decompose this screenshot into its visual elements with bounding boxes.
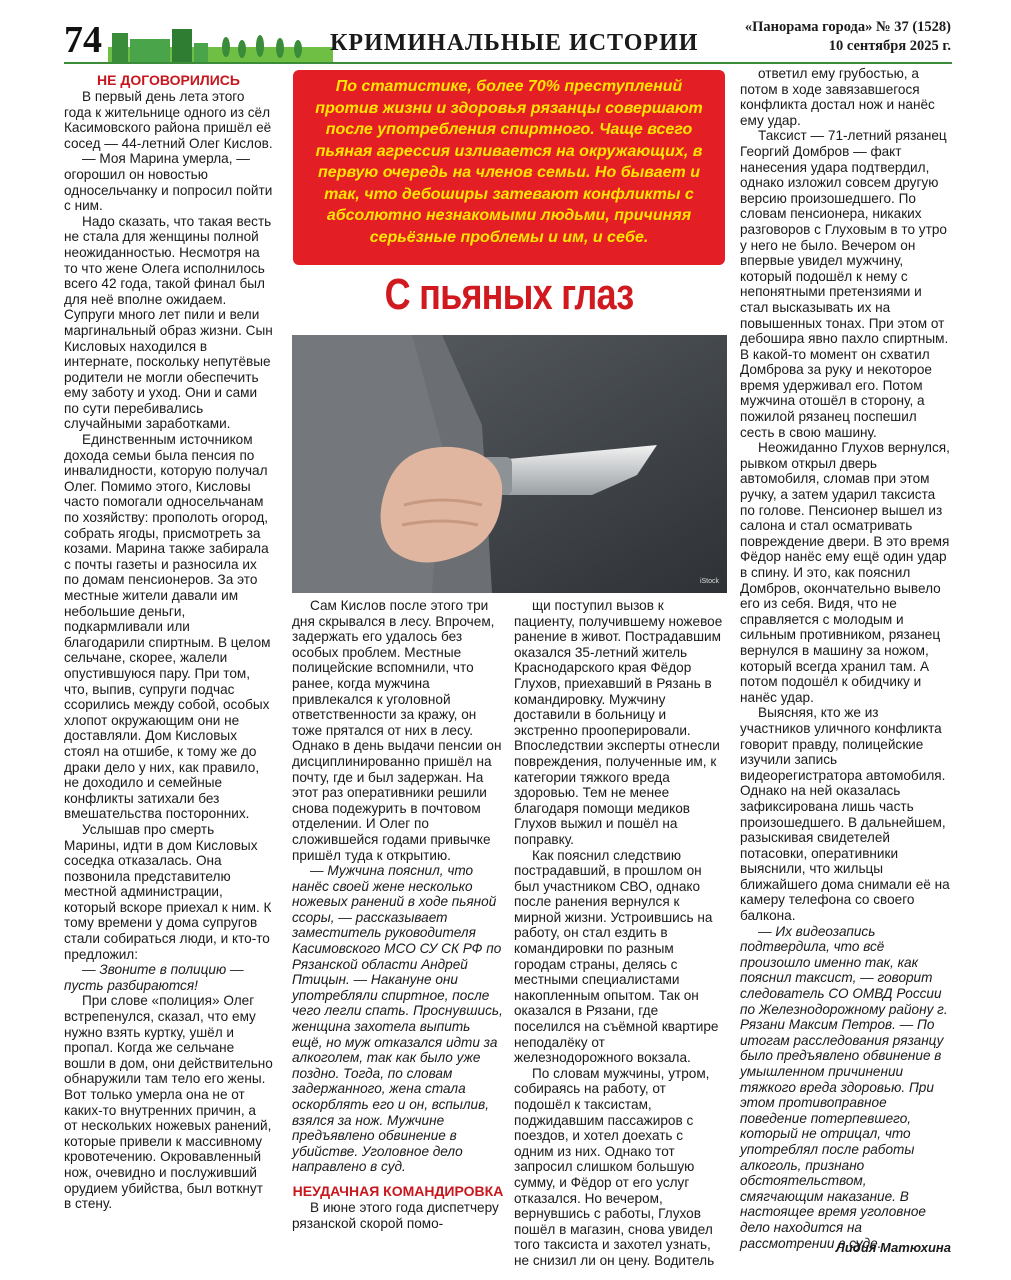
photo-credit: iStock (699, 578, 719, 585)
paragraph: Неожиданно Глухов вернулся, рывком открыл дверь автомобиля, сломав при этом ручку, а затем ударил таксиста по голове. Пенсионер вышел из салона и стал осматривать повреждение двери. В это время Фёдор нанёс ему ещё один удар в спину. И это, как пояснил Домбров, окончательно вывело его из себя. Видя, что не справляется с молодым и сильным противником, рязанец вернулся в машину за ножом, который всегда хранил там. А потом подошёл к обидчику и нанёс удар. (740, 440, 950, 705)
paragraph: — Моя Марина умерла, — огорошил он новостью односельчанку и попросил пойти с ним. (64, 151, 273, 214)
paragraph: Надо сказать, что такая весть не стала для женщины полной неожиданностью. Несмотря на то что жене Олега исполнилось всего 42 года, такой финал был для неё вполне ожидаем. Супруги много лет пили и вели маргинальный образ жизни. Сын Кисловых находился в интернате, поскольку непутёвые родители не могли обеспечить ему заботу и уход. Они и сами по сути перебивались случайными заработками. (64, 213, 273, 432)
article-column-4 (740, 66, 952, 1251)
column-1-text (64, 89, 273, 1212)
column-2-tail-text (292, 1200, 504, 1231)
issue-info (745, 18, 951, 56)
header-divider (64, 62, 952, 64)
section-title-1: НЕ ДОГОВОРИЛИСЬ (97, 72, 240, 88)
paragraph: Услышав про смерть Марины, идти в дом Кисловых соседка отказалась. Она позвонила представителю местной администрации, который вскоре приехал к ним. К тому времени у дома супругов стали собираться люди, и кто-то предложил: (64, 821, 272, 962)
paragraph: — Мужчина пояснил, что нанёс своей жене несколько ножевых ранений в ходе пьяной ссоры, — рассказывает заместитель руководителя Касимовского МСО СУ СК РФ по Рязанской области Андрей Птицын. — Накануне они употребляли спиртное, после чего легли спать. Проснувшись, женщина захотела выпить ещё, но муж отказался идти за алкоголем, так как было уже поздно. Тогда, по словам задержанного, жена стала оскорблять его и он, вспылив, взялся за нож. Мужчине предъявлено обвинение в убийстве. Уголовное дело направлено в суд. (292, 863, 503, 1175)
article-column-3 (514, 598, 724, 1269)
article-headline: С пьяных глаз (384, 270, 634, 319)
paragraph: По словам мужчины, утром, собираясь на работу, от подошёл к таксистам, поджидавшим пассажиров с поездов, и хотел доехать с одним из них. Однако тот запросил слишком большую сумму, и Фёдор от его услуг отказался. Но вечером, вернувшись с работы, Глухов пошёл в магазин, снова увидел того таксиста и захотел узнать, не снизил ли он цену. Водитель (514, 1065, 715, 1268)
paragraph: — Звоните в полицию — пусть разбираются! (64, 962, 244, 993)
section-title-2: НЕУДАЧНАЯ КОМАНДИРОВКА (292, 1182, 504, 1199)
column-2-text (292, 598, 504, 1175)
rubric-title: КРИМИНАЛЬНЫЕ ИСТОРИИ (330, 30, 699, 56)
paragraph: Сам Кислов после этого три дня скрывался в лесу. Впрочем, задержать его удалось без особых проблем. Местные полицейские вспомнили, что ранее, когда мужчина привлекался к уголовной ответственности за кражу, он тоже прятался от них в лесу. Однако в день выдачи пенсии он дисциплинированно пришёл на почту, где и был задержан. На этот раз оперативники решили снова подежурить в почтовом отделении. И Олег по сложившейся годами привычке пришёл туда к открытию. (292, 598, 502, 863)
paragraph: — Их видеозапись подтвердила, что всё произошло именно так, как пояснил таксист, — говорит следователь СО ОМВД России по Железнодорожному району г. Рязани Максим Петров. — По итогам расследования рязанцу было предъявлено обвинение в умышленном причинении тяжкого вреда здоровью. При этом противоправное поведение потерпевшего, который не отрицал, что употреблял после работы алкоголь, признано обстоятельством, смягчающим наказание. В настоящее время уголовное дело находится на рассмотрении в суде. (740, 923, 948, 1251)
article-column-2 (292, 598, 504, 1231)
author-signature: Лидия Матюхина (835, 1240, 951, 1255)
page-number: 74 (64, 19, 102, 61)
paragraph: При слове «полиция» Олег встрепенулся, сказал, что ему нужно взять куртку, ушёл и пропал. Когда же сельчане вошли в дом, они действительно обнаружили там тело его жены. Вот только умерла она не от каких-то внутренних причин, а от нескольких ножевых ранений, которые привели к массивному кровотечению. Окровавленный нож, очевидно и послуживший орудием убийства, был воткнут в стену. (64, 993, 273, 1212)
city-skyline-logo (108, 27, 333, 63)
issue-number: «Панорама города» № 37 (1528) (744, 19, 951, 35)
paragraph: ответил ему грубостью, а потом в ходе завязавшегося конфликта достал нож и нанёс ему удар. (740, 66, 935, 128)
paragraph: Таксист — 71-летний рязанец Георгий Домбров — факт нанесения удара подтвердил, однако изложил совсем другую версию произошедшего. По словам пенсионера, никаких разговоров с Глуховым в то утро у него не было. Вечером он впервые увидел мужчину, который подошёл к нему с непонятными претензиями и стал высказывать их на повышенных тонах. При этом от дебошира явно пахло спиртным. В какой-то момент он схватил Домброва за руку и некоторое время удерживал его. Потом мужчина отошёл в сторону, а пожилой рязанец поспешил сесть в свою машину. (740, 128, 949, 440)
issue-date: 10 сентября 2025 г. (828, 38, 951, 54)
paragraph: щи поступил вызов к пациенту, получившему ножевое ранение в живот. Пострадавшим оказался 35-летний житель Краснодарского края Фёдор Глухов, приехавший в Рязань в командировку. Мужчину доставили в больницу и экстренно прооперировали. Впоследствии эксперты отнесли повреждения, полученные им, к категории тяжкого вреда здоровью. Тем не менее благодаря помощи медиков Глухов выжил и пошёл на поправку. (514, 598, 723, 847)
paragraph: Как пояснил следствию пострадавший, в прошлом он был участником СВО, однако после ранения вернулся к мирной жизни. Устроившись на работу, он стал ездить в командировки по разным городам страны, делясь с местными специалистами накопленным опытом. Так он оказался в Рязани, где поселился на съёмной квартире неподалёку от железнодорожного вокзала. (514, 847, 719, 1066)
paragraph: Выясняя, кто же из участников уличного конфликта говорит правду, полицейские изучили запись видеорегистратора автомобиля. Однако на ней оказалась зафиксирована лишь часть произошедшего. В дальнейшем, разыскивая свидетелей потасовки, оперативники выяснили, что жильцы ближайшего дома снимали её на камеру телефона со своего балкона. (740, 705, 950, 924)
page-header (0, 0, 1011, 68)
paragraph: Единственным источником дохода семьи была пенсия по инвалидности, которую получал Олег. Помимо этого, Кисловы часто помогали односельчанам по хозяйству: прополоть огород, собрать ягоды, присмотреть за козами. Марина также забирала с почты газеты и разносила их по домам пенсионеров. За это местные жители давали им небольшие деньги, подкармливали или благодарили спиртным. В целом сельчане, скорее, жалели опустившуюся пару. При том, что, выпив, супруги подчас ссорились между собой, особых хлопот окружающим они не доставляли. Дом Кисловых стоял на отшибе, к тому же до драки дело у них, как правило, не доходило и семейные конфликты затихали без вмешательства посторонних. (64, 432, 271, 822)
article-column-1 (64, 72, 273, 1212)
lead-box: По статистике, более 70% преступлений против жизни и здоровья рязанцы совершают после употребления спиртного. Чаще всего пьяная агрессия изливается на окружающих, в первую очередь на членов семьи. Но бывает и так, что дебоширы затевают конфликты с абсолютно незнакомыми людьми, причиняя серьёзные проблемы и им, и себе. (293, 70, 725, 265)
paragraph: В июне этого года диспетчеру рязанской скорой помо- (292, 1199, 499, 1231)
column-3-text (514, 598, 724, 1269)
knife-hand-image (292, 335, 727, 593)
column-4-text (740, 66, 952, 1251)
knife-photo (292, 335, 727, 593)
paragraph: В первый день лета этого года к жительнице одного из сёл Касимовского района пришёл её сосед — 44-летний Олег Кислов. (64, 89, 273, 151)
